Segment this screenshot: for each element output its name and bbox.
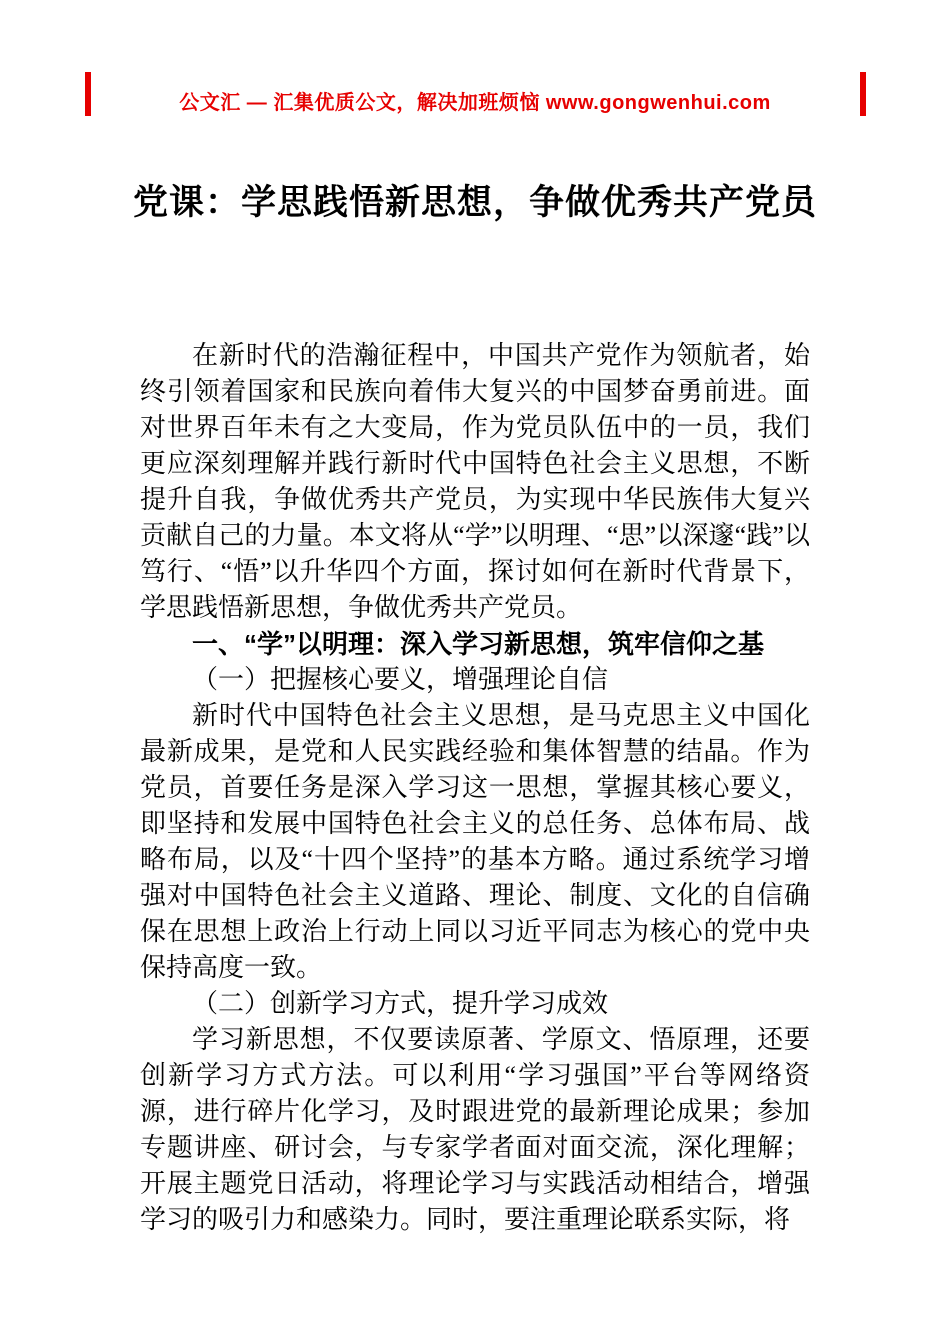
section-heading-1: 一、“学”以明理：深入学习新思想，筑牢信仰之基 [192, 629, 765, 659]
paragraph-1-2: 学习新思想，不仅要读原著、学原文、悟原理，还要创新学习方式方法。可以利用“学习强国”平台等网络资源，进行碎片化学习，及时跟进党的最新理论成果；参加专题讲座、研讨会，与专家学者面对面交流，深化理解；开展主题党日活动，将理论学习与实践活动相结合，增强学习的吸引力和感染力。同时，要注重理论联系实际，将 [140, 1025, 810, 1234]
paragraph-1-1: 新时代中国特色社会主义思想，是马克思主义中国化最新成果，是党和人民实践经验和集体智慧的结晶。作为党员，首要任务是深入学习这一思想，掌握其核心要义，即坚持和发展中国特色社会主义的总任务、总体布局、战略布局，以及“十四个坚持”的基本方略。通过系统学习增强对中国特色社会主义道路、理论、制度、文化的自信确保在思想上政治上行动上同以习近平同志为核心的党中央保持高度一致。 [140, 701, 810, 982]
paragraph-intro: 在新时代的浩瀚征程中，中国共产党作为领航者，始终引领着国家和民族向着伟大复兴的中国梦奋勇前进。面对世界百年未有之大变局，作为党员队伍中的一员，我们更应深刻理解并践行新时代中国特色社会主义思想，不断提升自我，争做优秀共产党员，为实现中华民族伟大复兴贡献自己的力量。本文将从“学”以明理、“思”以深邃“践”以笃行、“悟”以升华四个方面，探讨如何在新时代背景下，学思践悟新思想，争做优秀共产党员。 [140, 341, 810, 622]
document-title: 党课：学思践悟新思想，争做优秀共产党员 [132, 183, 817, 222]
document-body [140, 338, 810, 1238]
subsection-heading-1-2: （二）创新学习方式，提升学习成效 [192, 989, 609, 1018]
left-red-bar [85, 72, 91, 116]
subsection-heading-1-1: （一）把握核心要义，增强理论自信 [192, 665, 609, 694]
site-banner: 公文汇 — 汇集优质公文，解决加班烦恼 www.gongwenhui.com [179, 92, 771, 114]
right-red-bar [860, 72, 866, 116]
